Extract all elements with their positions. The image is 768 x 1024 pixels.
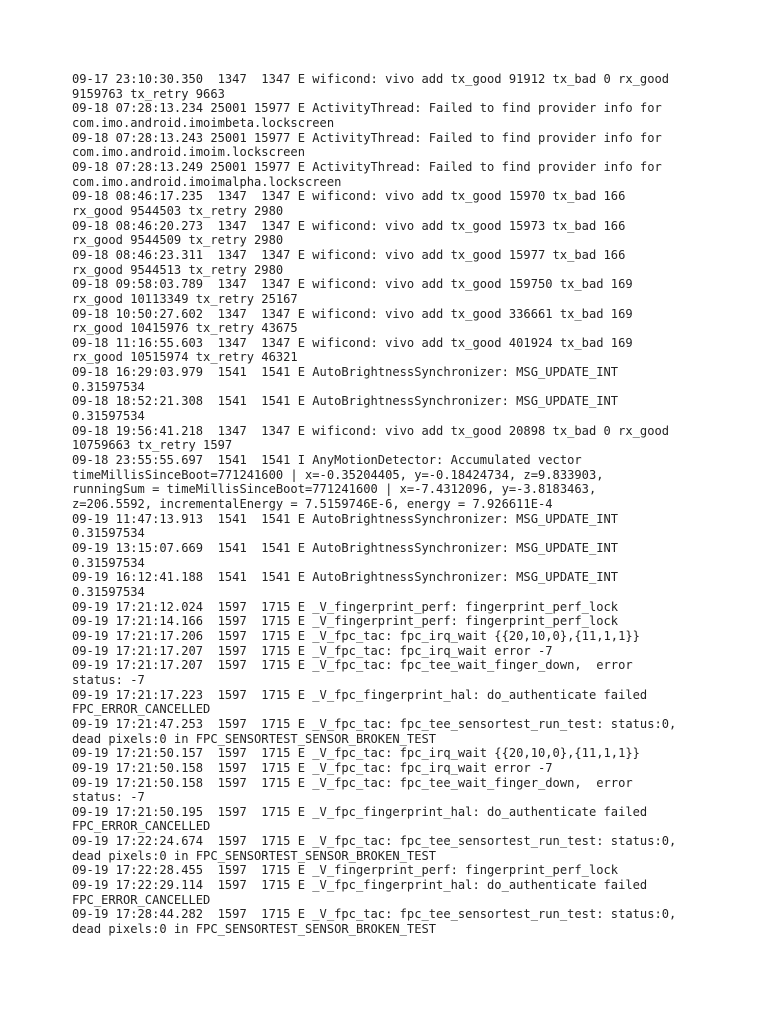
log-line: FPC_ERROR_CANCELLED	[72, 819, 211, 834]
log-line: 09-19 13:15:07.669 1541 1541 E AutoBrightnessSynchronizer: MSG_UPDATE_INT	[72, 541, 619, 555]
log-line: 09-19 17:21:14.166 1597 1715 E _V_fingerprint_perf: fingerprint_perf_lock	[72, 614, 619, 629]
log-line: 09-19 17:21:12.024 1597 1715 E _V_fingerprint_perf: fingerprint_perf_lock	[72, 599, 619, 614]
log-line: 09-18 07:28:13.234 25001 15977 E ActivityThread: Failed to find provider info for	[72, 101, 662, 116]
log-document	[72, 72, 712, 937]
log-line: 09-19 17:21:50.157 1597 1715 E _V_fpc_tac: fpc_irq_wait {{20,10,0},{11,1,1}}	[72, 746, 640, 761]
log-line: 09-19 16:12:41.188 1541 1541 E AutoBrightnessSynchronizer: MSG_UPDATE_INT	[72, 570, 619, 585]
log-line: runningSum = timeMillisSinceBoot=771241600 | x=-7.4312096, y=-3.8183463,	[72, 482, 597, 497]
log-line: 09-19 17:21:17.206 1597 1715 E _V_fpc_tac: fpc_irq_wait {{20,10,0},{11,1,1}}	[72, 628, 640, 643]
log-line: 09-19 17:21:50.158 1597 1715 E _V_fpc_tac: fpc_tee_wait_finger_down, error	[72, 775, 633, 790]
log-line: rx_good 10113349 tx_retry 25167	[72, 291, 298, 306]
log-line: 09-19 11:47:13.913 1541 1541 E AutoBrightnessSynchronizer: MSG_UPDATE_INT	[72, 511, 619, 526]
log-line: 09-19 17:21:47.253 1597 1715 E _V_fpc_tac: fpc_tee_sensortest_run_test: status:0,	[72, 716, 677, 731]
log-line: 09-19 17:21:17.207 1597 1715 E _V_fpc_tac: fpc_irq_wait error -7	[72, 643, 553, 658]
log-line: 09-17 23:10:30.350 1347 1347 E wificond: vivo add tx_good 91912 tx_bad 0 rx_good	[72, 72, 670, 86]
log-line: 09-18 08:46:20.273 1347 1347 E wificond: vivo add tx_good 15973 tx_bad 166	[72, 218, 626, 233]
log-line: 09-19 17:21:17.223 1597 1715 E _V_fpc_fingerprint_hal: do_authenticate failed	[72, 687, 648, 702]
log-line: 09-18 16:29:03.979 1541 1541 E AutoBrightnessSynchronizer: MSG_UPDATE_INT	[72, 365, 619, 380]
log-line: 09-19 17:22:24.674 1597 1715 E _V_fpc_tac: fpc_tee_sensortest_run_test: status:0,	[72, 834, 677, 849]
log-line: 0.31597534	[72, 555, 145, 570]
log-line: 09-18 10:50:27.602 1347 1347 E wificond: vivo add tx_good 336661 tx_bad 169	[72, 306, 633, 321]
log-line: rx_good 10415976 tx_retry 43675	[72, 321, 298, 336]
log-line: 09-18 08:46:23.311 1347 1347 E wificond: vivo add tx_good 15977 tx_bad 166	[72, 247, 626, 262]
log-line: 0.31597534	[72, 526, 145, 541]
log-line: rx_good 10515974 tx_retry 46321	[72, 350, 298, 365]
log-line: status: -7	[72, 790, 145, 805]
log-line: dead pixels:0 in FPC_SENSORTEST_SENSOR_BROKEN_TEST	[72, 848, 437, 863]
log-line: 09-18 07:28:13.243 25001 15977 E ActivityThread: Failed to find provider info for	[72, 130, 662, 145]
log-line: 0.31597534	[72, 379, 145, 394]
log-line: 09-19 17:21:50.195 1597 1715 E _V_fpc_fingerprint_hal: do_authenticate failed	[72, 804, 648, 819]
log-line: 09-18 11:16:55.603 1347 1347 E wificond: vivo add tx_good 401924 tx_bad 169	[72, 335, 633, 350]
log-line: z=206.5592, incrementalEnergy = 7.5159746E-6, energy = 7.926611E-4	[72, 497, 553, 512]
log-line: 09-18 07:28:13.249 25001 15977 E ActivityThread: Failed to find provider info for	[72, 159, 662, 174]
log-line: 09-18 23:55:55.697 1541 1541 I AnyMotionDetector: Accumulated vector	[72, 453, 582, 468]
log-line: 09-18 09:58:03.789 1347 1347 E wificond: vivo add tx_good 159750 tx_bad 169	[72, 277, 633, 292]
log-line: timeMillisSinceBoot=771241600 | x=-0.35204405, y=-0.18424734, z=9.833903,	[72, 467, 604, 482]
log-line: 0.31597534	[72, 409, 145, 424]
log-line: com.imo.android.imoimalpha.lockscreen	[72, 174, 342, 189]
log-line: 09-18 08:46:17.235 1347 1347 E wificond: vivo add tx_good 15970 tx_bad 166	[72, 189, 626, 204]
log-line: 9159763 tx_retry 9663	[72, 86, 225, 101]
log-line: 09-19 17:28:44.282 1597 1715 E _V_fpc_tac: fpc_tee_sensortest_run_test: status:0,	[72, 907, 677, 922]
log-line: 10759663 tx_retry 1597	[72, 438, 233, 453]
log-line: dead pixels:0 in FPC_SENSORTEST_SENSOR_BROKEN_TEST	[72, 731, 437, 746]
log-line: 0.31597534	[72, 584, 145, 599]
log-line: FPC_ERROR_CANCELLED	[72, 702, 211, 717]
log-line: rx_good 9544509 tx_retry 2980	[72, 233, 284, 248]
log-line: dead pixels:0 in FPC_SENSORTEST_SENSOR_BROKEN_TEST	[72, 922, 437, 937]
log-line: 09-19 17:22:28.455 1597 1715 E _V_fingerprint_perf: fingerprint_perf_lock	[72, 863, 619, 878]
log-line: rx_good 9544513 tx_retry 2980	[72, 262, 284, 277]
log-line: 09-19 17:21:50.158 1597 1715 E _V_fpc_tac: fpc_irq_wait error -7	[72, 760, 553, 775]
log-line: 09-18 19:56:41.218 1347 1347 E wificond: vivo add tx_good 20898 tx_bad 0 rx_good	[72, 423, 670, 438]
log-line: com.imo.android.imoim.lockscreen	[72, 145, 305, 160]
log-line: com.imo.android.imoimbeta.lockscreen	[72, 115, 335, 130]
log-line: status: -7	[72, 672, 145, 687]
log-line: FPC_ERROR_CANCELLED	[72, 892, 211, 907]
log-line: 09-18 18:52:21.308 1541 1541 E AutoBrightnessSynchronizer: MSG_UPDATE_INT	[72, 394, 619, 409]
log-line: 09-19 17:21:17.207 1597 1715 E _V_fpc_tac: fpc_tee_wait_finger_down, error	[72, 658, 633, 673]
log-line: rx_good 9544503 tx_retry 2980	[72, 203, 284, 218]
log-line: 09-19 17:22:29.114 1597 1715 E _V_fpc_fingerprint_hal: do_authenticate failed	[72, 878, 648, 893]
